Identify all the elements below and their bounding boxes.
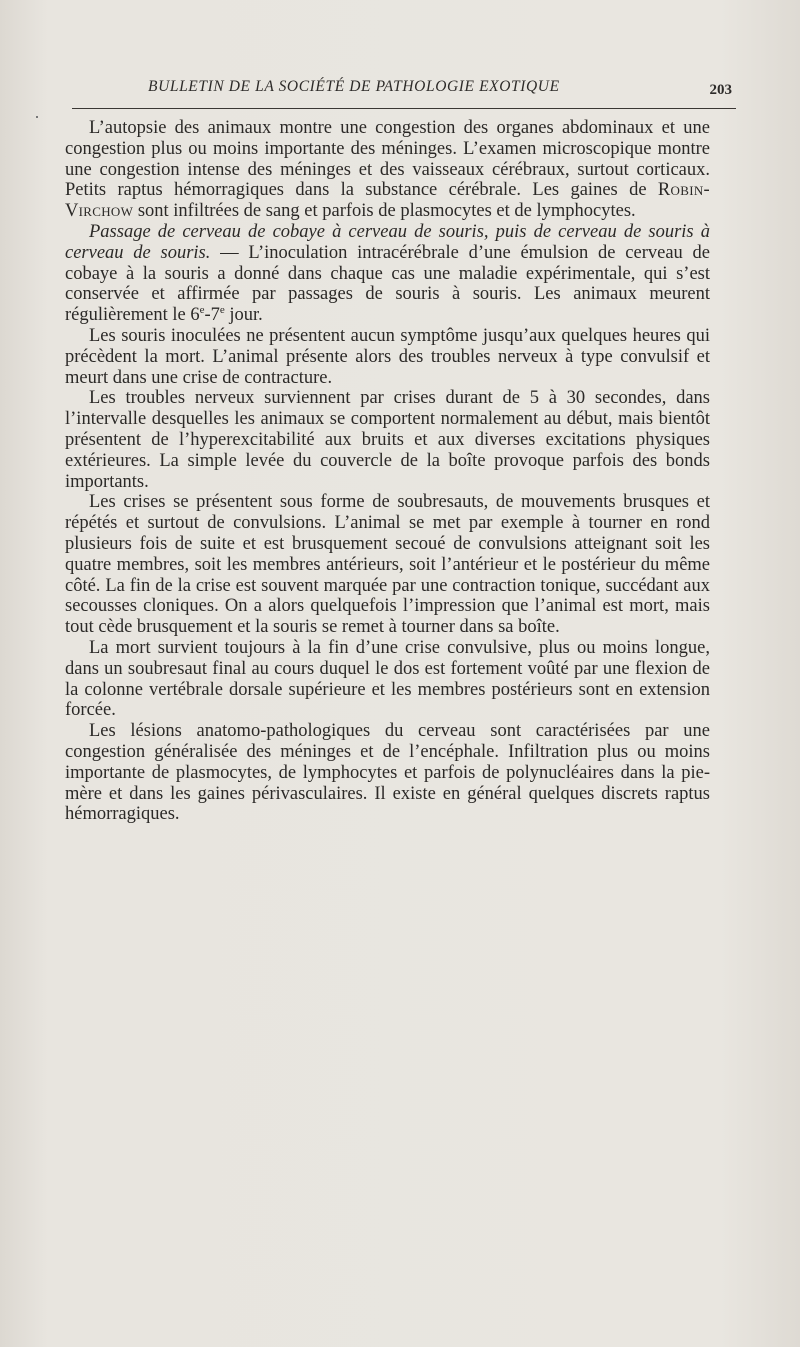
paragraph-autopsy — [65, 118, 710, 222]
robin-virchow-name: Robin-Virchow — [65, 180, 710, 222]
paragraph-autopsy-text-b: sont infiltrées de sang et parfois de plasmocytes et de lymphocytes. — [133, 201, 636, 222]
paragraph-passage-text-a: — L’inoculation intracérébrale d’une émulsion de cerveau de cobaye à la souris a donné dans chaque cas une maladie expérimentale, qui s’est conservée et affirmée par passages de souris à souris. Les animaux meurent régulièrement le 6 — [65, 242, 710, 326]
paragraph-lesions: Les lésions anatomo-pathologiques du cerveau sont caractérisées par une congestion généralisée des méninges et de l’encéphale. Infiltration plus ou moins importante de plasmocytes, de lymphocytes et parfois de polynucléaires dans la pie-mère et dans les gaines périvasculaires. Il existe en général quelques discrets raptus hémorragiques. — [65, 721, 710, 825]
section-heading-passage: Passage de cerveau de cobaye à cerveau de souris, puis de cerveau de souris à cerveau de souris. — [65, 221, 710, 263]
paragraph-death: La mort survient toujours à la fin d’une crise convulsive, plus ou moins longue, dans un soubresaut final au cours duquel le dos est fortement voûté par une flexion de la colonne vertébrale dorsale supérieure et les membres postérieurs sont en extension forcée. — [65, 637, 710, 721]
paragraph-passage — [65, 222, 710, 326]
paragraph-autopsy-text-a: L’autopsie des animaux montre une congestion des organes abdominaux et une congestion plus ou moins importante des méninges. L’examen microscopique montre une congestion intense des méninges et des vaisseaux cérébraux, surtout corticaux. Petits raptus hémorragiques dans la substance cérébrale. Les gaines de — [65, 118, 710, 201]
article-body — [65, 118, 710, 825]
page-number: 203 — [709, 82, 732, 98]
paragraph-passage-text-b: jour. — [224, 305, 263, 326]
running-header — [72, 74, 732, 104]
ordinal-dash: -7 — [204, 305, 220, 326]
ordinal-superscript-2: e — [219, 304, 225, 317]
ordinal-superscript-1: e — [199, 304, 205, 317]
header-rule — [72, 108, 736, 109]
margin-speck — [36, 116, 38, 118]
paragraph-nervous-troubles: Les troubles nerveux surviennent par crises durant de 5 à 30 secondes, dans l’intervalle desquelles les animaux se comportent normalement au début, mais bientôt présentent de l’hyperexcitabilité aux bruits et aux diverses excitations physiques extérieures. La simple levée du couvercle de la boîte provoque parfois des bonds importants. — [65, 388, 710, 492]
paragraph-crises: Les crises se présentent sous forme de soubresauts, de mouvements brusques et répétés et surtout de convulsions. L’animal se met par exemple à tourner en rond plusieurs fois de suite et est brusquement secoué de convulsions atteignant soit les quatre membres, soit les membres antérieurs, soit l’antérieur et le postérieur du même côté. La fin de la crise est souvent marquée par une contraction tonique, succédant aux secousses cloniques. On a alors quelquefois l’impression que l’animal est mort, mais tout cède brusquement et la souris se remet à tourner dans sa boîte. — [65, 492, 710, 638]
paragraph-symptoms: Les souris inoculées ne présentent aucun symptôme jusqu’aux quelques heures qui précèdent la mort. L’animal présente alors des troubles nerveux à type convulsif et meurt dans une crise de contracture. — [65, 325, 710, 388]
journal-title: BULLETIN DE LA SOCIÉTÉ DE PATHOLOGIE EXOTIQUE — [148, 78, 560, 95]
